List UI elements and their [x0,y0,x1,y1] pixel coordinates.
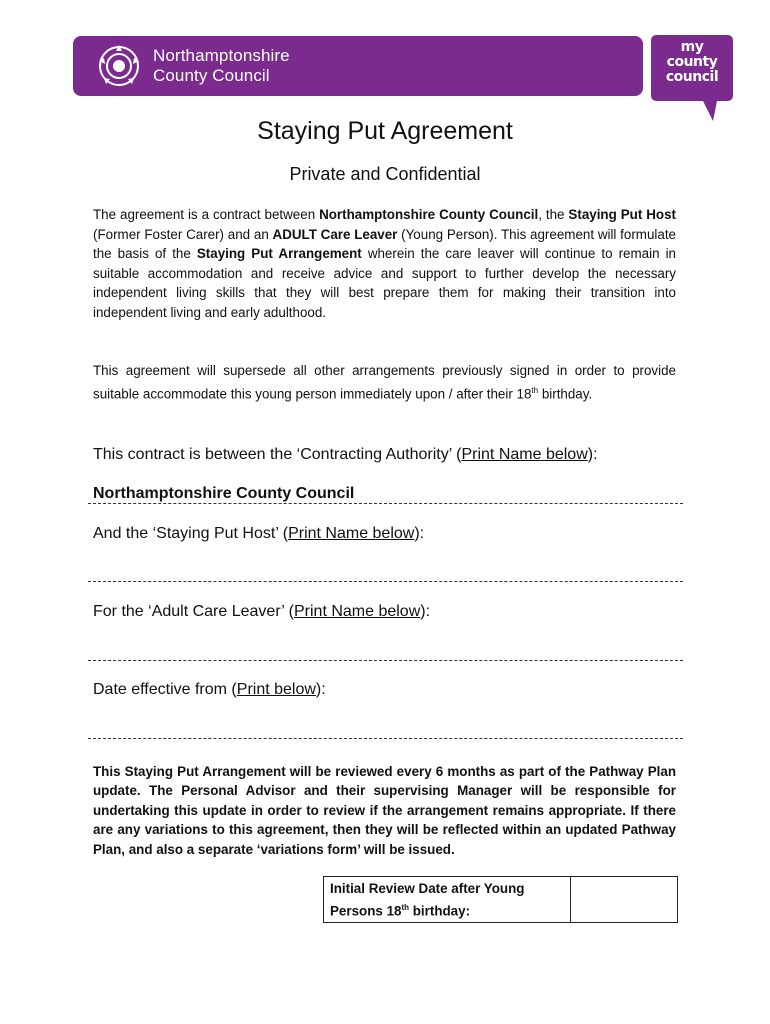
header-banner [73,36,643,96]
my-county-council-logo [651,35,733,121]
tag-line2: county [666,54,718,70]
leaver-name-field[interactable] [88,660,683,661]
supersede-paragraph: This agreement will supersede all other arrangements previously signed in order to provide suitable accommodate this young person immediately upon / after their 18th birthday. [93,363,676,402]
review-date-field[interactable] [571,877,678,923]
org-name-line1: Northamptonshire [153,46,290,65]
review-date-table [323,876,678,923]
page-title: Staying Put Agreement [257,117,513,145]
org-name-line2: County Council [153,66,270,85]
tag-line1: my [680,39,704,55]
review-date-label: Initial Review Date after Young Persons 18th birthday: [324,877,571,923]
authority-name-field[interactable]: Northamptonshire County Council [93,485,355,502]
page-subtitle: Private and Confidential [289,164,481,184]
intro-paragraph: The agreement is a contract between Northamptonshire County Council, the Staying Put Host (Former Foster Carer) and an ADULT Care Leaver (Young Person). This agreement will formulate the basis of the Staying Put Arrangement wherein the care leaver will continue to remain in suitable accommodation and receive advice and support to further develop the necessary independent living skills that they will best prepare them for making their transition into independent living and early adulthood. [93,207,677,320]
rose-crest-icon [95,43,143,89]
review-paragraph: This Staying Put Arrangement will be reviewed every 6 months as part of the Pathway Plan update. The Personal Advisor and their supervising Manager will be responsible for undertaking this update in order to review if the arrangement remains appropriate. If there are any variations to this agreement, then they will be reflected within an updated Pathway Plan, and also a separate ‘variations form’ will be issued. [93,764,676,857]
host-name-field[interactable] [88,581,683,582]
date-field[interactable] [88,738,683,739]
date-label: Date effective from (Print below): [93,681,326,698]
host-label: And the ‘Staying Put Host’ (Print Name below): [93,525,425,542]
authority-label: This contract is between the ‘Contracting Authority’ (Print Name below): [93,446,598,463]
tag-line3: council [665,69,719,85]
leaver-label: For the ‘Adult Care Leaver’ (Print Name below): [93,603,431,620]
authority-dash-line [88,503,683,504]
